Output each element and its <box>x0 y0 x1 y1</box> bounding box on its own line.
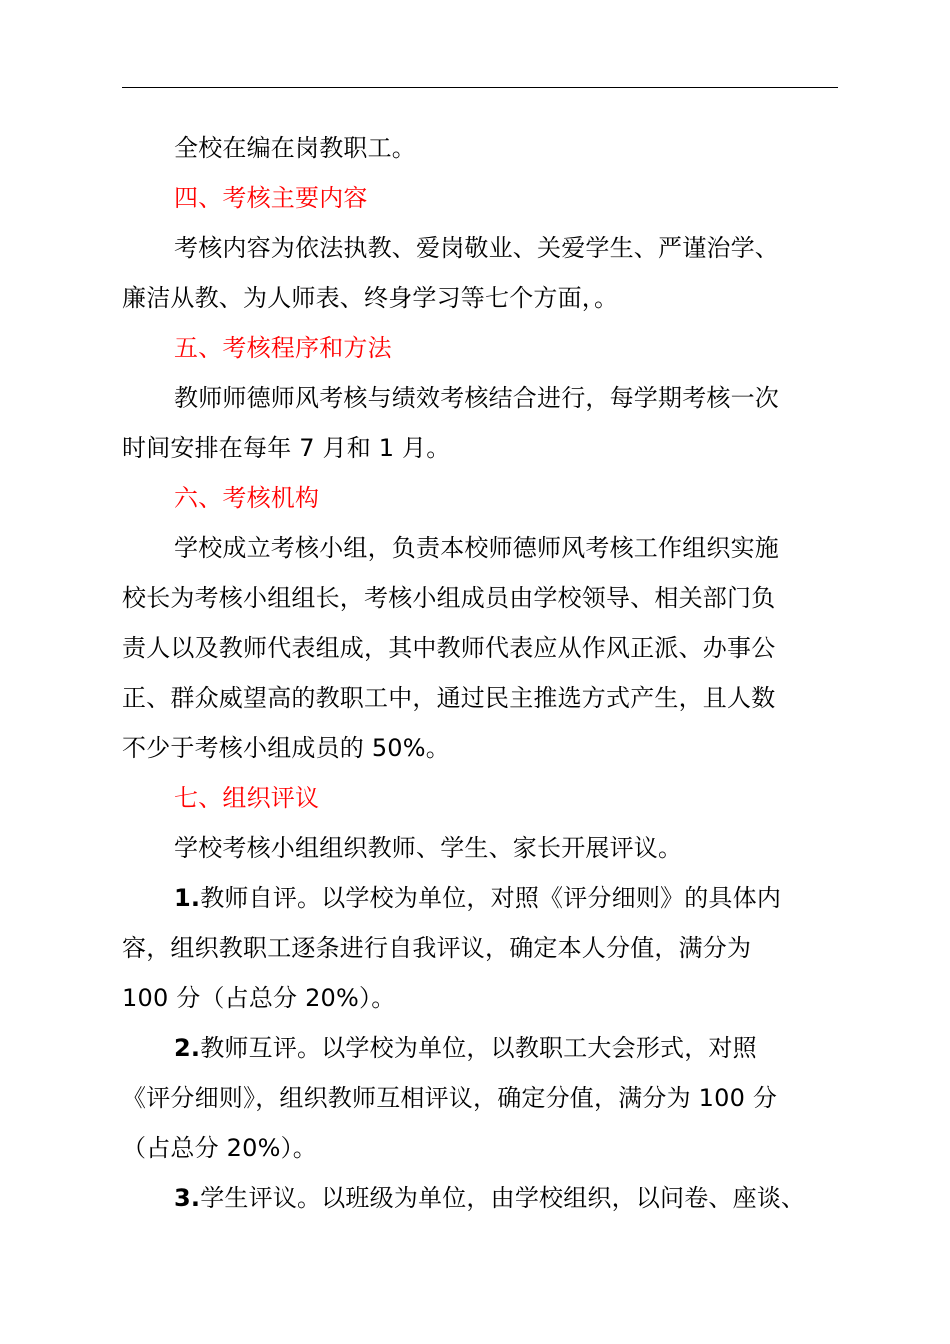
paragraph-line: 不少于考核小组成员的 50%。 <box>122 734 450 762</box>
section-heading-7: 七、组织评议 <box>174 784 320 812</box>
paragraph-line: 100 分（占总分 20%）。 <box>122 984 396 1012</box>
paragraph-line: （占总分 20%）。 <box>122 1134 317 1162</box>
paragraph-line: 容，组织教职工逐条进行自我评议，确定本人分值，满分为 <box>122 934 752 962</box>
paragraph-line: 时间安排在每年 7 月和 1 月。 <box>122 434 451 462</box>
section-heading-5: 五、考核程序和方法 <box>174 334 392 362</box>
list-item-text: 学生评议。以班级为单位，由学校组织，以问卷、座谈、 <box>200 1184 806 1212</box>
list-number: 2. <box>174 1034 201 1062</box>
paragraph-line: 学校成立考核小组，负责本校师德师风考核工作组织实施 <box>174 534 779 562</box>
section-heading-4: 四、考核主要内容 <box>174 184 368 212</box>
document-body <box>122 123 838 1223</box>
header-rule <box>122 87 838 88</box>
paragraph-line: 责人以及教师代表组成，其中教师代表应从作风正派、办事公 <box>122 634 776 662</box>
paragraph-line: 学校考核小组组织教师、学生、家长开展评议。 <box>174 834 683 862</box>
list-number: 1. <box>174 884 201 912</box>
list-item-text: 教师互评。以学校为单位，以教职工大会形式，对照 <box>200 1034 757 1062</box>
list-item-1 <box>122 873 838 923</box>
paragraph-line: 《评分细则》，组织教师互相评议，确定分值，满分为 100 分 <box>122 1084 778 1112</box>
list-item-text: 教师自评。以学校为单位，对照《评分细则》的具体内 <box>200 884 782 912</box>
list-item-2 <box>122 1023 838 1073</box>
paragraph-line: 全校在编在岗教职工。 <box>174 134 416 162</box>
list-item-3 <box>122 1173 838 1223</box>
paragraph-line: 廉洁从教、为人师表、终身学习等七个方面，。 <box>122 284 619 312</box>
paragraph-line: 教师师德师风考核与绩效考核结合进行，每学期考核一次 <box>174 384 779 412</box>
list-number: 3. <box>174 1184 201 1212</box>
paragraph-line: 考核内容为依法执教、爱岗敬业、关爱学生、严谨治学、 <box>174 234 779 262</box>
paragraph-line: 正、群众威望高的教职工中，通过民主推选方式产生，且人数 <box>122 684 776 712</box>
paragraph-line: 校长为考核小组组长，考核小组成员由学校领导、相关部门负 <box>122 584 776 612</box>
section-heading-6: 六、考核机构 <box>174 484 320 512</box>
